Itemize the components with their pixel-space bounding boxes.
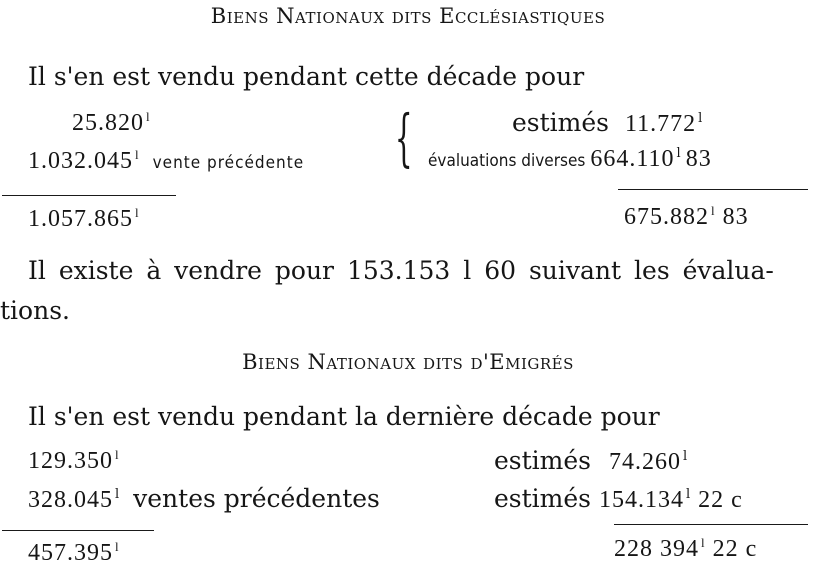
cents: 83 <box>722 204 749 230</box>
section2-title: Biens Nationaux dits d'Emigrés <box>242 350 574 374</box>
section2-intro: Il s'en est vendu pendant la dernière décade pour <box>28 402 660 431</box>
unit: l <box>685 487 691 502</box>
amount: 154.134 <box>598 487 684 513</box>
section2-right-row1 <box>494 446 687 476</box>
section1-left-rule <box>2 195 176 196</box>
section1-title: Biens Nationaux dits Ecclésiastiques <box>210 4 606 28</box>
label: évaluations diverses <box>428 151 586 171</box>
unit: l <box>146 109 151 124</box>
amount: 74.260 <box>608 449 681 475</box>
section1-left-row2 <box>28 148 304 175</box>
curly-brace: { <box>394 101 413 174</box>
unit: l <box>698 111 703 126</box>
unit: l <box>135 205 140 220</box>
unit: l <box>701 535 706 550</box>
amount: 457.395 <box>28 540 113 566</box>
section2-right-row2 <box>494 484 743 514</box>
unit: l <box>115 447 120 462</box>
unit: l <box>115 487 120 502</box>
unit: l <box>676 146 681 161</box>
amount: 664.110 <box>590 146 675 172</box>
label: estimés <box>512 108 609 137</box>
section1-intro: Il s'en est vendu pendant cette décade pour <box>28 62 585 91</box>
section1-left-total <box>28 206 140 233</box>
section2-left-row2 <box>28 484 380 514</box>
amount: 11.772 <box>624 111 697 137</box>
section2-left-row1 <box>28 448 120 475</box>
section2-right-rule <box>614 524 808 525</box>
label: estimés <box>494 446 591 475</box>
section1-right-total <box>624 204 749 231</box>
section2-left-total <box>28 540 120 567</box>
label: estimés <box>494 484 591 513</box>
label: ventes précédentes <box>133 484 380 513</box>
cents: 22 c <box>698 487 743 513</box>
amount: 675.882 <box>624 204 709 230</box>
section1-remaining-line1: Il existe à vendre pour 153.153 l 60 suivant les évalua- <box>28 256 774 285</box>
unit: l <box>711 203 716 218</box>
unit: l <box>682 449 688 464</box>
label: vente précédente <box>152 153 305 173</box>
cents: 22 c <box>712 536 758 562</box>
amount: 1.032.045 <box>28 148 133 174</box>
amount: 328.045 <box>28 487 113 513</box>
section2-left-rule <box>2 530 154 531</box>
section1-right-row1 <box>512 108 702 138</box>
amount: 129.350 <box>28 448 113 474</box>
section1-right-rule <box>618 189 808 190</box>
amount: 1.057.865 <box>28 206 133 232</box>
section1-remaining-line2: tions. <box>0 296 70 325</box>
unit: l <box>135 147 140 162</box>
amount: 228 394 <box>614 536 699 562</box>
section1-right-row2 <box>428 146 712 173</box>
amount: 25.820 <box>72 110 144 136</box>
cents: 83 <box>685 146 712 172</box>
section2-right-total <box>614 536 757 563</box>
unit: l <box>115 539 120 554</box>
section1-left-row1 <box>72 110 151 137</box>
